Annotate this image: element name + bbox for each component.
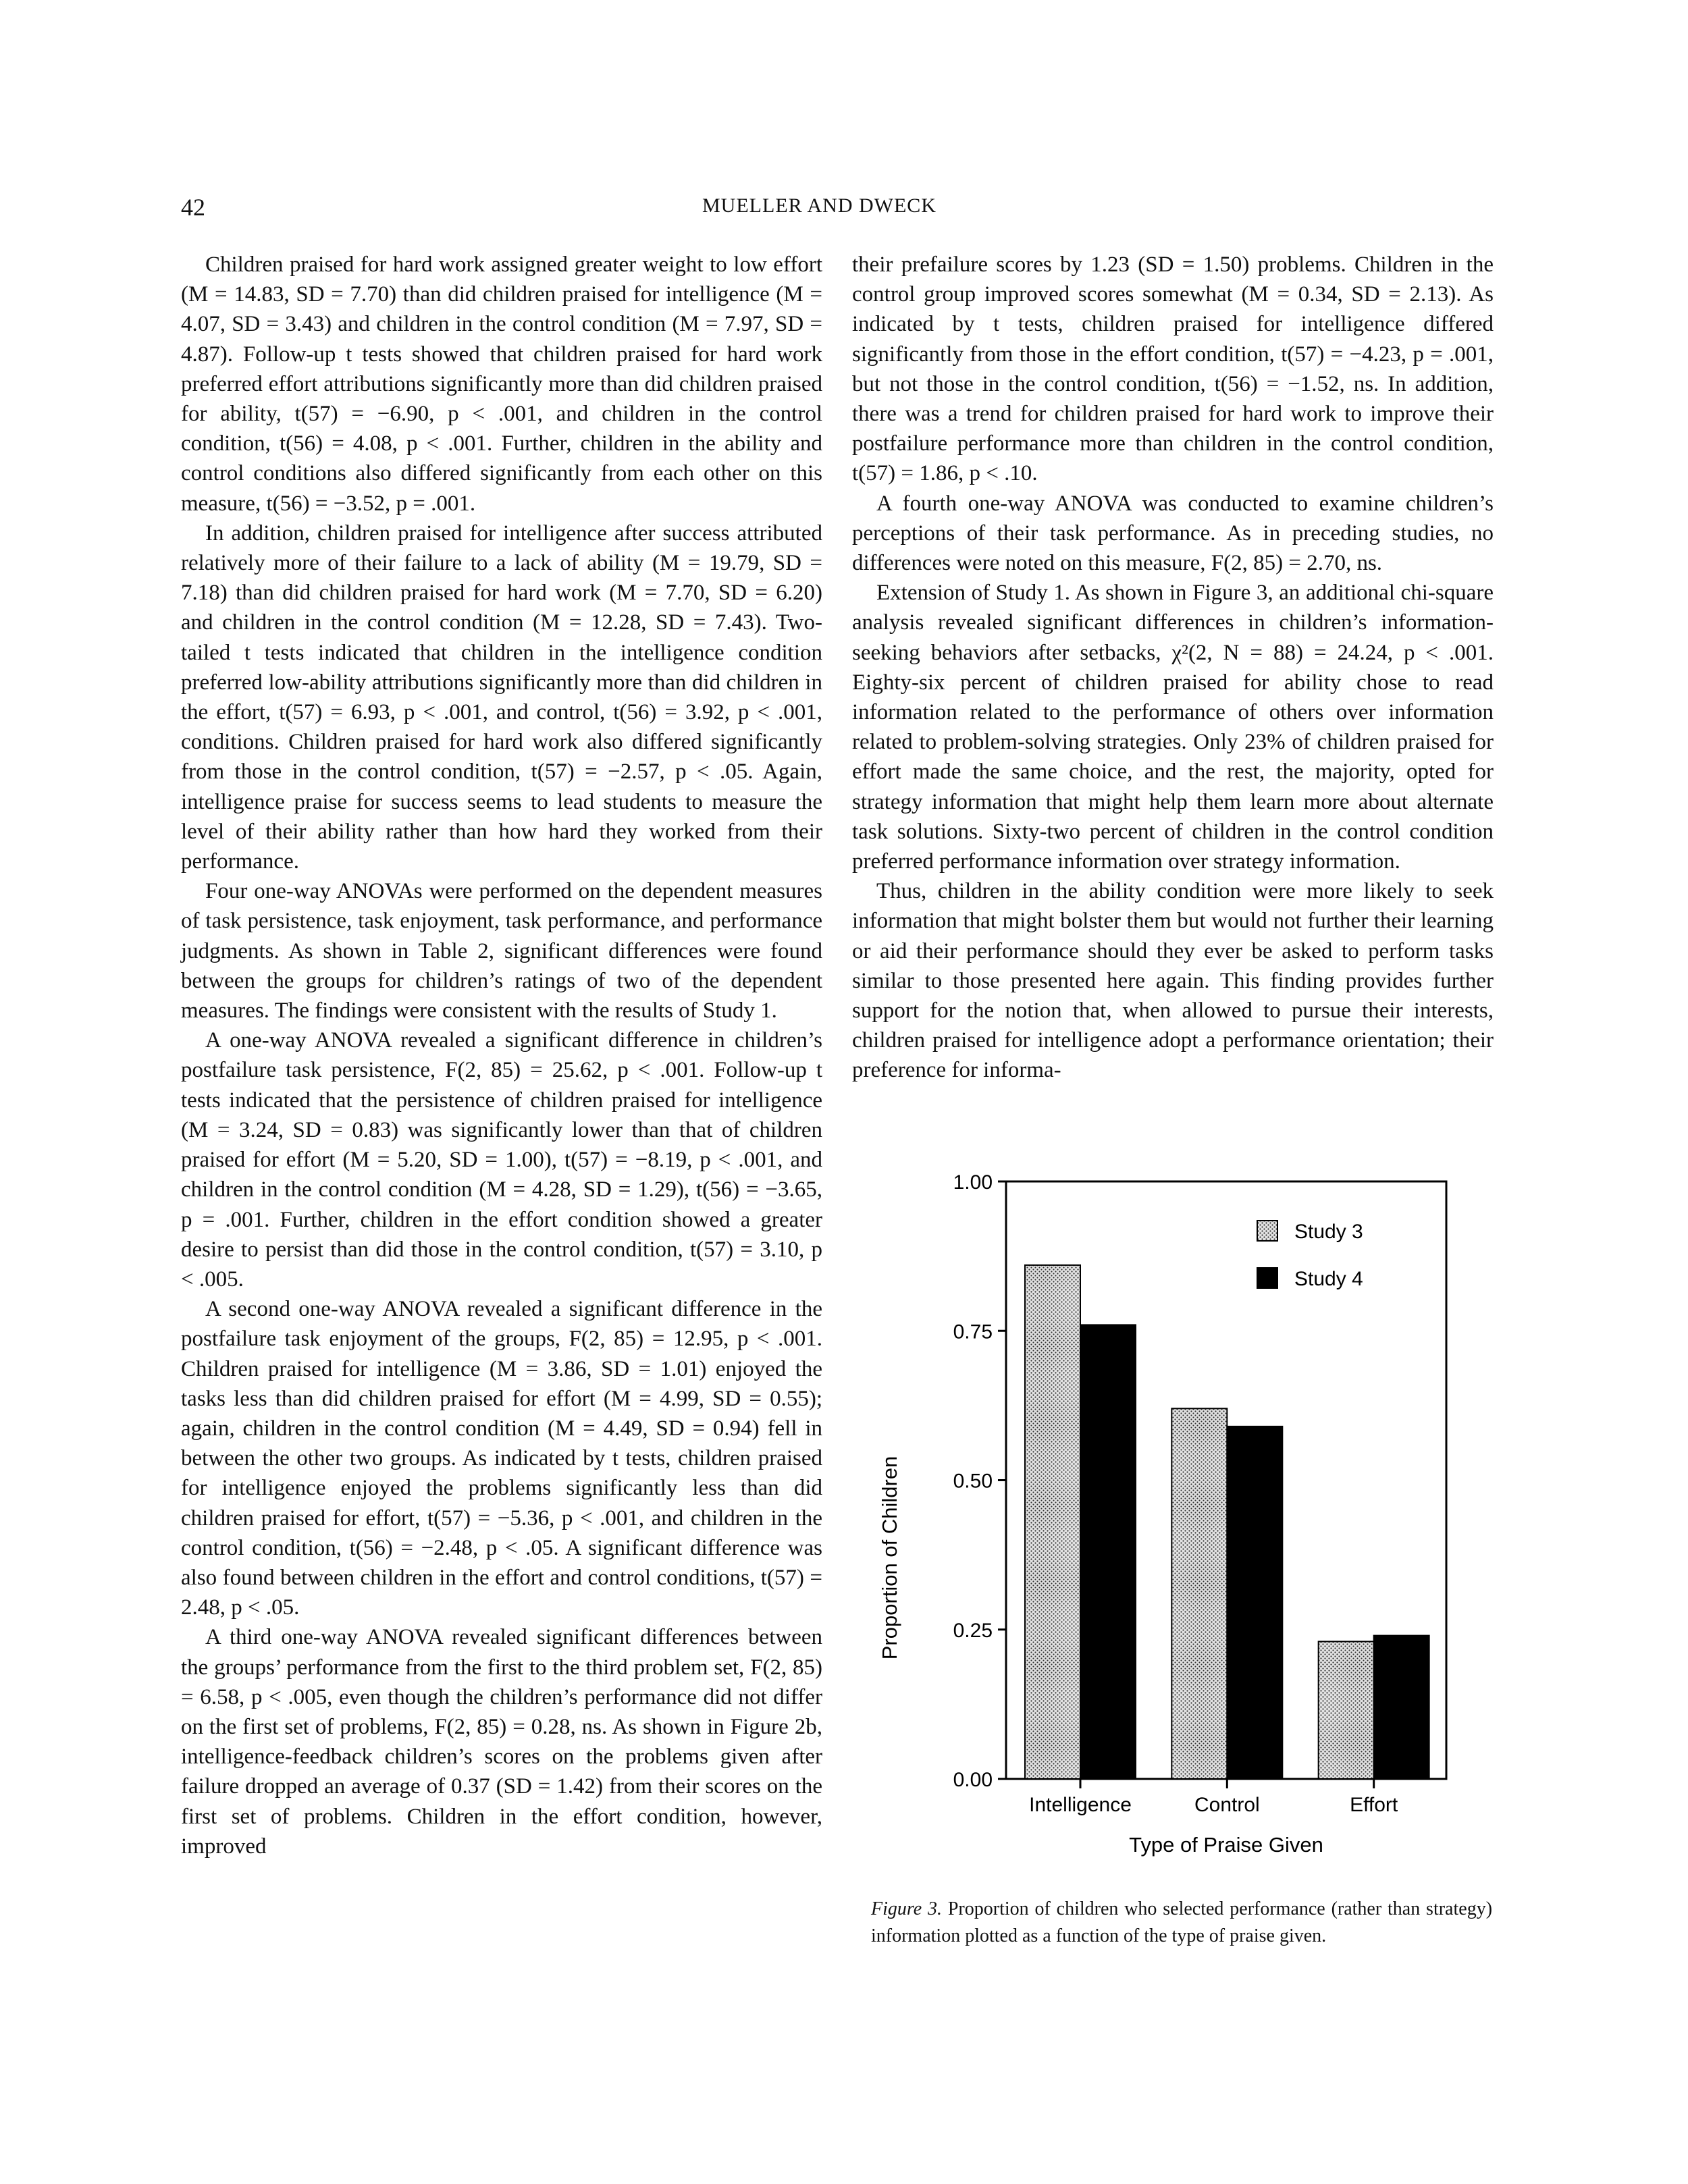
x-tick-label: Control (1194, 1794, 1260, 1816)
page-number: 42 (181, 194, 205, 221)
bar-study-4-intelligence (1080, 1325, 1136, 1779)
paragraph: In addition, children praised for intelligence after success attributed relatively more of their failure to a lack of ability (M = 19.79, SD = 7.18) than did children praised for hard work (M = 7.70, SD = 6.20) and children in the control condition (M = 12.28, SD = 7.43). Two-tailed t tests indicated that children in the intelligence condition preferred low-ability attributions significantly more than did children in the effort, t(57) = 6.93, p < .001, and control, t(56) = 3.92, p < .001, conditions. Children praised for hard work also differed significantly from those in the control condition, t(57) = −2.57, p < .05. Again, intelligence praise for success seems to lead students to measure the level of their ability rather than how hard they worked from their performance. (181, 521, 822, 874)
bar-study-4-effort (1374, 1636, 1429, 1779)
bar-study-3-intelligence (1025, 1265, 1080, 1779)
figure-3 (852, 1161, 1494, 1992)
y-tick-label: 0.00 (953, 1769, 993, 1791)
paragraph: A third one-way ANOVA revealed significant differences between the groups’ performance from the first to the third problem set, F(2, 85) = 6.58, p < .005, even though the children’s performance did not differ on the first set of problems, F(2, 85) = 0.28, ns. As shown in Figure 2b, intelligence-feedback children’s scores on the problems given after failure dropped an average of 0.37 (SD = 1.42) from their scores on the first set of problems. Children in the effort condition, however, improved (181, 1625, 822, 1859)
x-axis-label: Type of Praise Given (1129, 1833, 1323, 1857)
paragraph: Thus, children in the ability condition were more likely to seek information that might bolster them but would not further their learning or aid their performance should they ever be asked to perform tasks similar to those presented here again. This finding provides further support for the notion that, when allowed to pursue their interests, children praised for intelligence adopt a performance orientation; their preference for informa- (852, 879, 1494, 1083)
figure-label: Figure 3. (871, 1898, 943, 1919)
paragraph: A second one-way ANOVA revealed a significant difference in the postfailure task enjoyment of the groups, F(2, 85) = 12.95, p < .001. Children praised for intelligence (M = 3.86, SD = 1.01) enjoyed the tasks less than did children praised for effort (M = 4.99, SD = 0.55); again, children in the control condition (M = 4.49, SD = 0.94) fell in between the other two groups. As indicated by t tests, children praised for intelligence enjoyed the problems significantly less than did children praised for effort, t(57) = −5.36, p < .001, and children in the control condition, t(56) = −2.48, p < .05. A significant difference was also found between children in the effort and control conditions, t(57) = 2.48, p < .05. (181, 1297, 822, 1620)
right-column (852, 250, 1494, 1086)
legend-swatch-2 (1257, 1268, 1277, 1288)
y-tick-label: 1.00 (953, 1171, 993, 1194)
paragraph: their prefailure scores by 1.23 (SD = 1.50) problems. Children in the control group improved scores somewhat (M = 0.34, SD = 2.13). As indicated by t tests, children praised for intelligence differed significantly from those in the effort condition, t(57) = −4.23, p = .001, but not those in the control condition, t(56) = −1.52, ns. In addition, there was a trend for children praised for hard work to improve their postfailure performance more than children in the control condition, t(57) = 1.86, p < .10. (852, 252, 1494, 486)
figure-caption-text: Proportion of children who selected performance (rather than strategy) information plotted as a function of the type of praise given. (871, 1898, 1493, 1946)
y-tick-label: 0.25 (953, 1619, 993, 1642)
bar-study-3-control (1171, 1408, 1227, 1779)
y-tick-label: 0.50 (953, 1470, 993, 1493)
left-column (181, 250, 822, 1861)
paragraph: Four one-way ANOVAs were performed on the dependent measures of task persistence, task enjoyment, task performance, and performance judgments. As shown in Table 2, significant differences were found between the groups for children’s ratings of two of the dependent measures. The findings were consistent with the results of Study 1. (181, 879, 822, 1023)
paragraph: Extension of Study 1. As shown in Figure 3, an additional chi-square analysis revealed significant differences in children’s information-seeking behaviors after setbacks, χ²(2, N = 88) = 24.24, p < .001. Eighty-six percent of children praised for ability chose to read information related to the performance of others over information related to problem-solving strategies. Only 23% of children praised for effort made the same choice, and the rest, the majority, opted for strategy information that might help them learn more about alternate task solutions. Sixty-two percent of children in the control condition preferred performance information over strategy information. (852, 581, 1494, 874)
bar-study-3-effort (1319, 1641, 1374, 1779)
bar-chart (852, 1161, 1494, 1890)
paragraph: A one-way ANOVA revealed a significant difference in children’s postfailure task persistence, F(2, 85) = 25.62, p < .001. Follow-up t tests indicated that the persistence of children praised for intelligence (M = 3.24, SD = 0.83) was significantly lower than that of children praised for effort (M = 5.20, SD = 1.00), t(57) = −8.19, p < .001, and children in the control condition (M = 4.28, SD = 1.29), t(56) = −3.65, p = .001. Further, children in the effort condition showed a greater desire to persist than did those in the control condition, t(57) = 3.10, p < .005. (181, 1028, 822, 1291)
paragraph: A fourth one-way ANOVA was conducted to examine children’s perceptions of their task performance. As in preceding studies, no differences were noted on this measure, F(2, 85) = 2.70, ns. (852, 491, 1494, 576)
y-axis-label: Proportion of Children (878, 1456, 901, 1660)
paragraph: Children praised for hard work assigned greater weight to low effort (M = 14.83, SD = 7.70) than did children praised for intelligence (M = 4.07, SD = 3.43) and children in the control condition (M = 7.97, SD = 4.87). Follow-up t tests showed that children praised for hard work preferred effort attributions significantly more than did children praised for ability, t(57) = −6.90, p < .001, and children in the control condition, t(56) = 4.08, p < .001. Further, children in the ability and control conditions also differed significantly from each other on this measure, t(56) = −3.52, p = .001. (181, 252, 822, 516)
running-head: MUELLER AND DWECK (702, 194, 937, 217)
x-tick-label: Intelligence (1029, 1794, 1132, 1816)
bar-study-4-control (1227, 1427, 1282, 1779)
figure-caption (871, 1896, 1492, 1950)
y-tick-label: 0.75 (953, 1321, 993, 1343)
legend-label-2: Study 4 (1294, 1268, 1363, 1290)
legend-swatch-1 (1257, 1221, 1277, 1241)
legend-label-1: Study 3 (1294, 1221, 1363, 1243)
x-tick-label: Effort (1350, 1794, 1398, 1816)
